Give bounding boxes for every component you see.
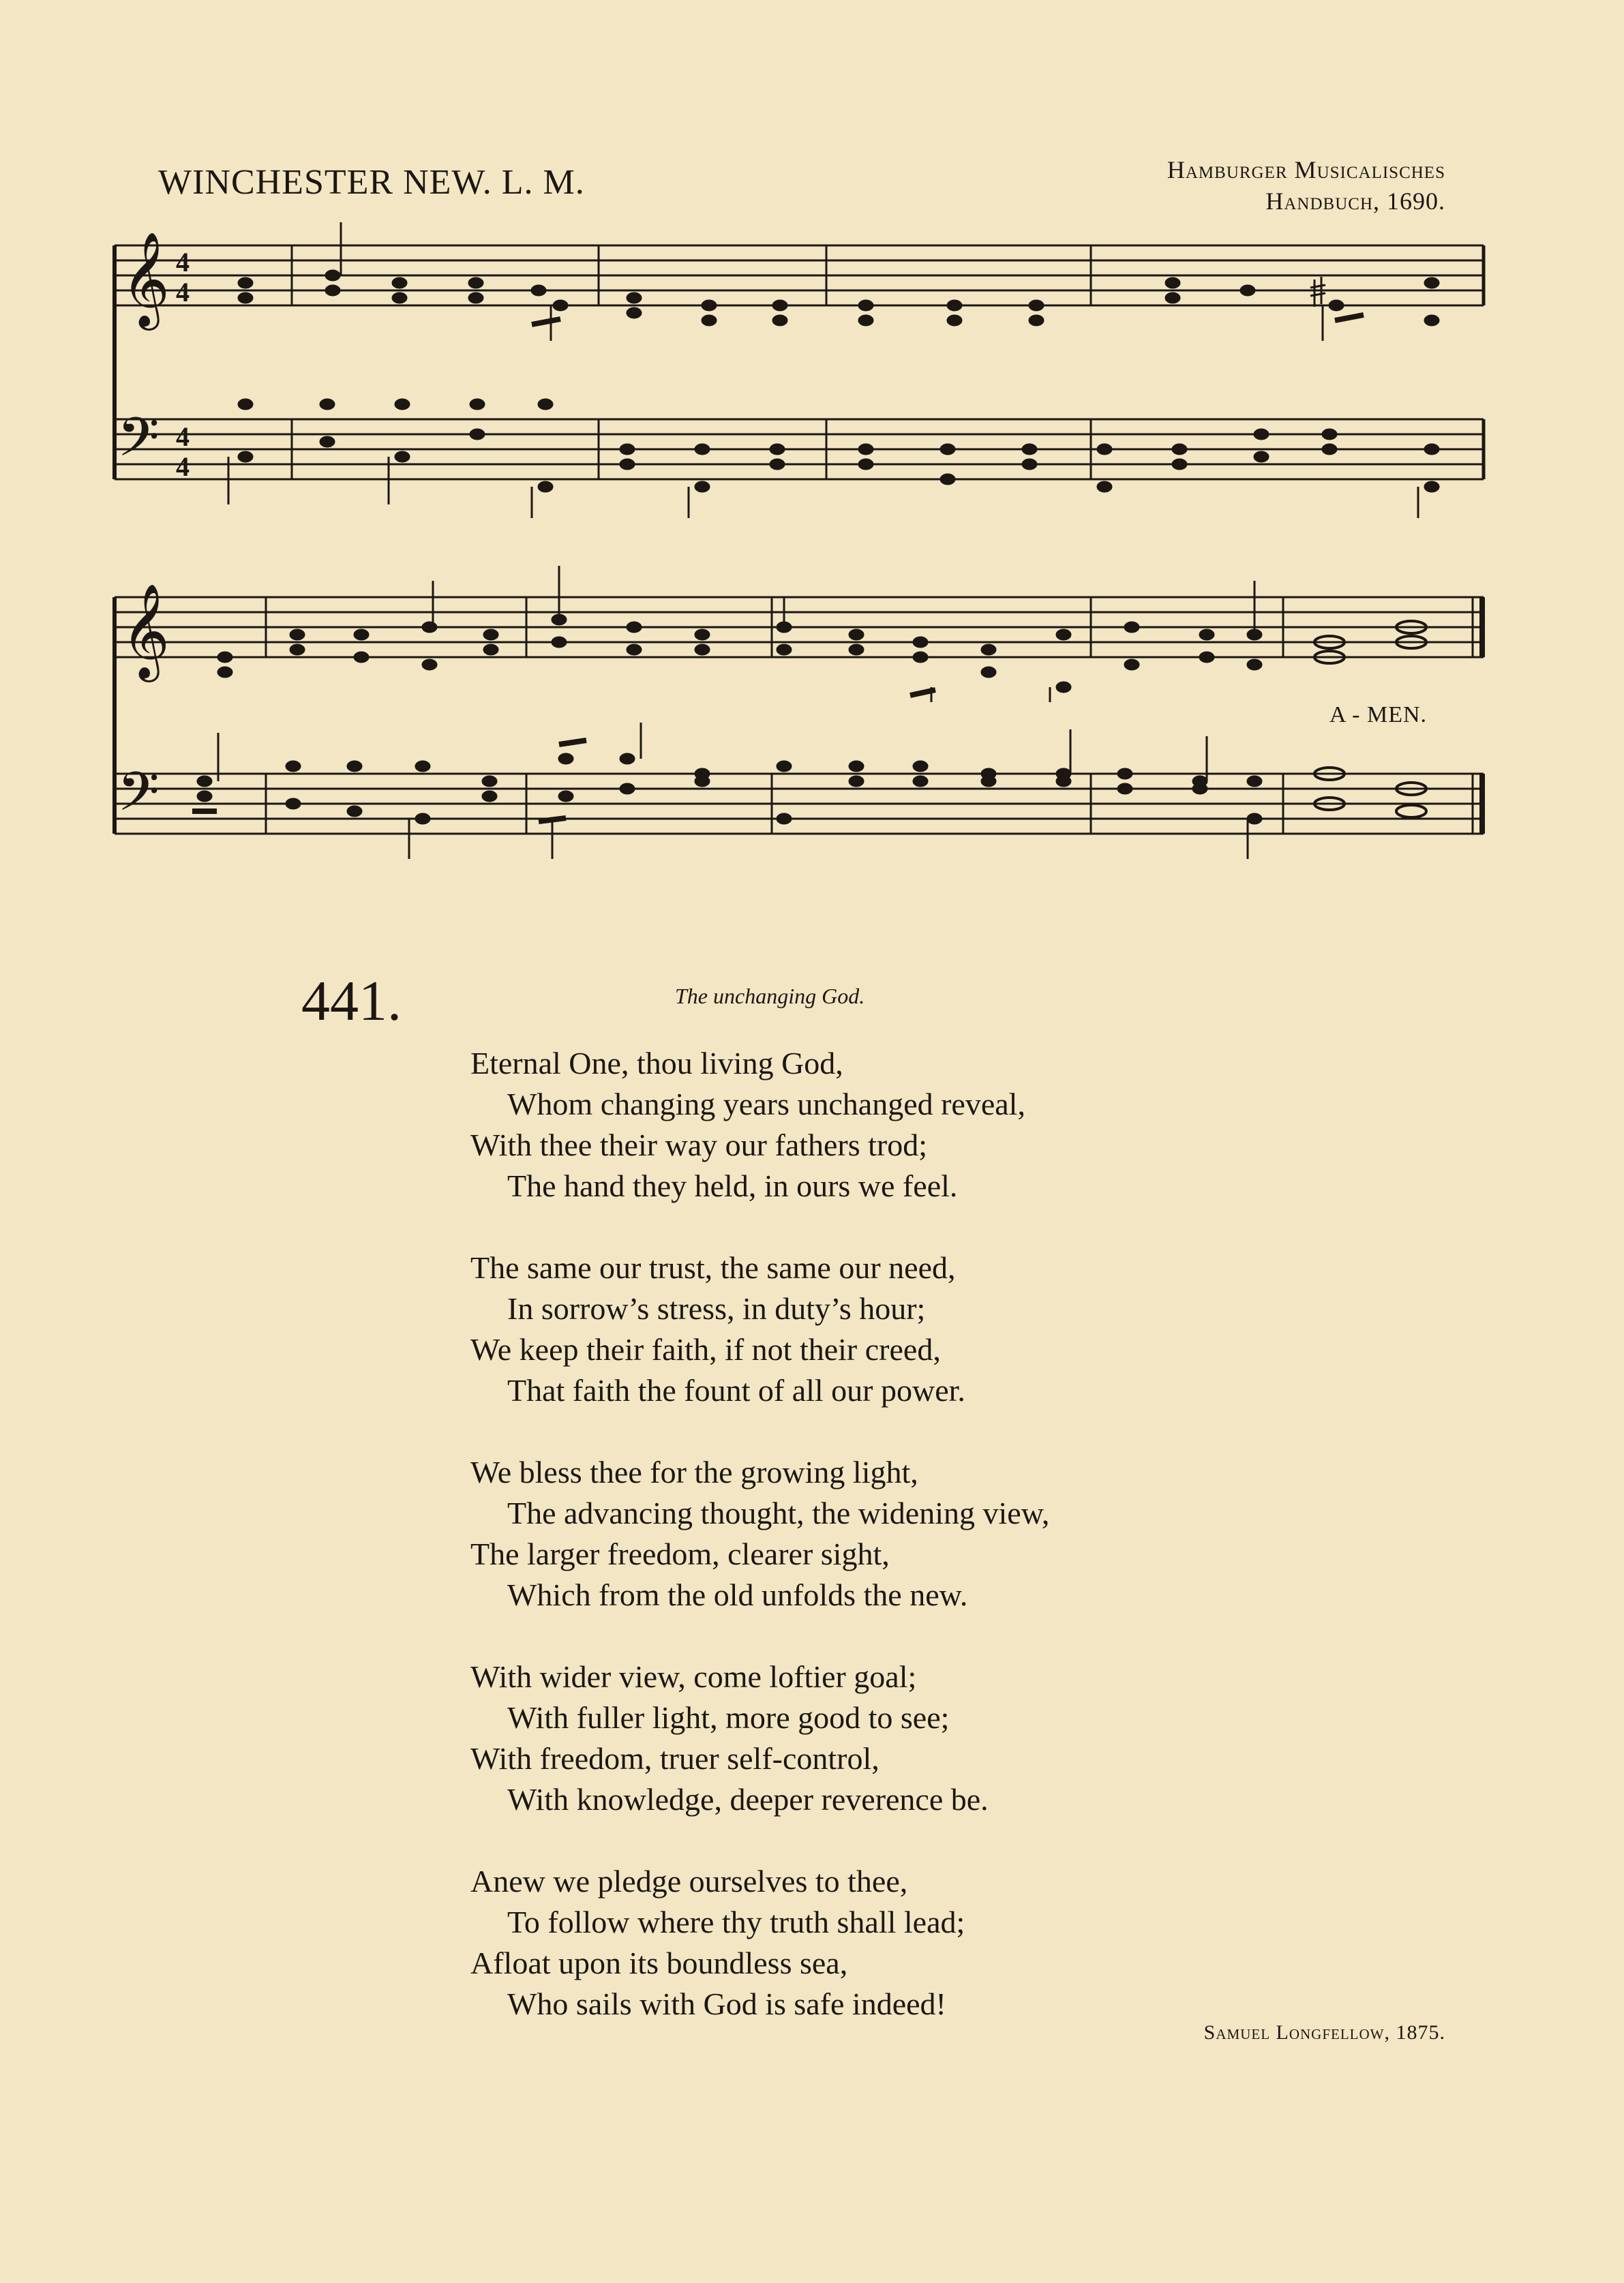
stanza <box>470 1452 1049 1616</box>
verse-line: We keep their faith, if not their creed, <box>470 1332 941 1367</box>
verse-line: That faith the fount of all our power. <box>507 1373 965 1408</box>
verse-line: Afloat upon its boundless sea, <box>470 1946 848 1980</box>
stanza <box>470 1043 1049 1207</box>
verse-line: With knowledge, deeper reverence be. <box>507 1782 989 1817</box>
verse-line: With freedom, truer self-control, <box>470 1741 879 1776</box>
system-2-treble-notes <box>217 614 1262 693</box>
music-score <box>0 0 1624 886</box>
system-1-treble-notes <box>238 270 1439 326</box>
stanza <box>470 1657 1049 1820</box>
treble-clef-icon: 𝄞 <box>121 584 170 678</box>
verse-line: Anew we pledge ourselves to thee, <box>470 1864 908 1899</box>
verse-line: With fuller light, more good to see; <box>507 1700 950 1735</box>
note-stems <box>218 222 1418 859</box>
note-beams <box>192 315 1364 821</box>
time-signatures <box>176 247 190 482</box>
hymn-author: Samuel Longfellow, 1875. <box>1203 2021 1445 2044</box>
bass-clef-icon: 𝄢 <box>117 406 160 482</box>
verse-line: In sorrow’s stress, in duty’s hour; <box>507 1291 926 1326</box>
system-1-treble-staff <box>115 245 1484 305</box>
verse-line: The advancing thought, the widening view, <box>507 1496 1050 1530</box>
svg-text:4: 4 <box>176 277 190 307</box>
stanza <box>470 1248 1049 1411</box>
system-2-treble-staff <box>115 597 1484 657</box>
system-1-bass-staff <box>115 419 1484 479</box>
tune-source-line-2: Handbuch, 1690. <box>1265 187 1445 215</box>
hymn-number: 441. <box>301 969 402 1033</box>
treble-clef-icon: 𝄞 <box>121 232 170 327</box>
tune-source-line-1: Hamburger Musicalisches <box>1167 156 1445 183</box>
verse-line: The larger freedom, clearer sight, <box>470 1537 890 1571</box>
verse-line: With thee their way our fathers trod; <box>470 1128 928 1162</box>
system-1-bass-notes <box>238 399 1439 492</box>
system-2-bass-whole-notes <box>1314 768 1426 817</box>
verse-line: The hand they held, in ours we feel. <box>507 1168 958 1203</box>
verse-line: Who sails with God is safe indeed! <box>507 1986 946 2021</box>
verse-line: To follow where thy truth shall lead; <box>507 1905 965 1939</box>
svg-text:4: 4 <box>176 451 190 482</box>
verse-line: Which from the old unfolds the new. <box>507 1577 968 1612</box>
verse-line: Whom changing years unchanged reveal, <box>507 1087 1025 1121</box>
system-2-bass-staff <box>115 774 1484 834</box>
hymn-verses <box>470 1043 1049 2066</box>
stanza <box>470 1861 1049 2025</box>
verse-line: The same our trust, the same our need, <box>470 1250 956 1285</box>
svg-text:4: 4 <box>176 247 190 277</box>
tune-title: WINCHESTER NEW. L. M. <box>158 163 585 202</box>
verse-line: We bless thee for the growing light, <box>470 1455 918 1490</box>
hymn-subtitle: The unchanging God. <box>675 984 865 1008</box>
bass-clef-icon: 𝄢 <box>117 760 160 836</box>
svg-text:4: 4 <box>176 421 190 452</box>
verse-line: With wider view, come loftier goal; <box>470 1659 917 1694</box>
system-2-barlines <box>266 597 1482 834</box>
verse-line: Eternal One, thou living God, <box>470 1046 843 1080</box>
amen-label: A - MEN. <box>1329 702 1428 727</box>
sharp-accidental <box>1310 277 1325 307</box>
